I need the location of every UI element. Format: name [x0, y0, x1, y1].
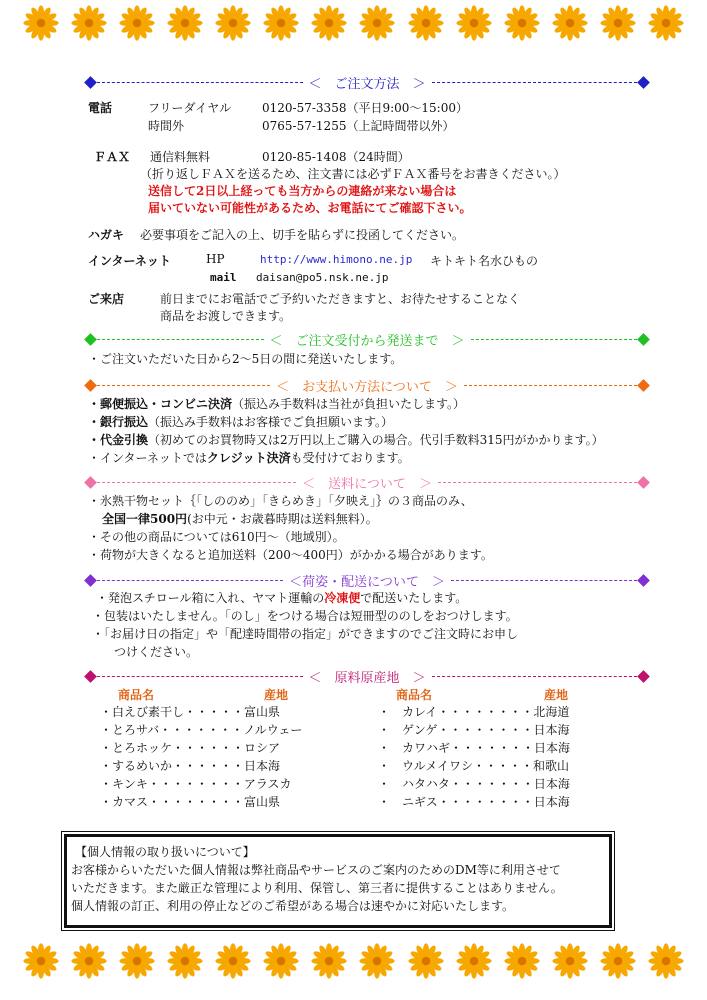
section-packaging-title: ＜荷姿・配送について ＞ [289, 574, 445, 590]
origin-product-name: ・キンキ・・・・・・・・ [100, 777, 244, 791]
origin-place: 日本海 [244, 759, 281, 773]
shipping-fee-line-1: ・氷熟干物セット｛「しののめ」「きらめき」「夕映え」｝の３商品のみ、 [88, 494, 473, 508]
flower-icon [118, 942, 156, 980]
privacy-line-1: お客様からいただいた個人情報は弊社商品やサービスのご案内のためのDM等に利用させて [71, 863, 561, 877]
flower-icon [214, 4, 252, 42]
flower-icon [455, 4, 493, 42]
flower-icon [551, 4, 589, 42]
origin-place: 日本海 [533, 795, 570, 809]
flower-icon [310, 4, 348, 42]
internet-label: インターネット [88, 254, 171, 268]
origin-row [100, 739, 302, 757]
origin-left-list [100, 703, 302, 811]
visit-text-2: 商品をお渡しできます。 [160, 309, 292, 323]
packaging-line-2: ・包装はいたしません。「のし」をつける場合は短冊型ののしをおつけします。 [92, 609, 518, 623]
free-dial-label: フリーダイヤル [148, 101, 232, 115]
flower-icon [407, 4, 445, 42]
flower-icon [599, 942, 637, 980]
packaging-line-4: つけください。 [114, 645, 199, 659]
flower-icon [118, 4, 156, 42]
diamond-icon [637, 379, 650, 392]
flower-icon [407, 942, 445, 980]
diamond-icon [637, 333, 650, 346]
origin-place: ノルウェー [243, 723, 303, 737]
privacy-line-3: 個人情報の訂正、利用の停止などのご希望がある場合は速やかに対応いたします。 [71, 899, 515, 913]
origin-product-name: ・ ハタハタ・・・・・・・ [378, 777, 534, 791]
diamond-icon [637, 476, 650, 489]
fax-fee: 通信料無料 [150, 150, 211, 164]
origin-row [100, 757, 302, 775]
after-hours-number: 0765-57-1255（上記時間帯以外） [262, 119, 455, 133]
flower-icon [455, 942, 493, 980]
origin-right-head-origin: 産地 [544, 688, 569, 702]
payment-line-4: ・インターネットではクレジット決済も受付けております。 [88, 451, 410, 465]
origin-row [378, 757, 570, 775]
origin-right-list [378, 703, 570, 811]
origin-place: 和歌山 [533, 759, 570, 773]
flower-icon [70, 942, 108, 980]
section-shipping-fee-header [86, 475, 648, 492]
payment-line-3: ・代金引換（初めてのお買物時又は2万円以上ご購入の場合。代引手数料315円がかかります。） [88, 433, 604, 447]
accept-line: ・ご注文いただいた日から2～5日の間に発送いたします。 [88, 352, 403, 366]
flower-icon [310, 942, 348, 980]
origin-row [378, 775, 570, 793]
flower-icon [166, 4, 204, 42]
flower-icon [22, 4, 60, 42]
section-shipping-fee-title: ＜ 送料について ＞ [302, 476, 432, 492]
origin-place: 日本海 [533, 723, 570, 737]
top-flower-border [0, 4, 707, 44]
origin-product-name: ・ カワハギ・・・・・・・ [378, 741, 535, 755]
origin-row [100, 775, 302, 793]
shipping-fee-line-3: ・その他の商品については610円～（地域別）。 [88, 530, 345, 544]
diamond-icon [84, 379, 97, 392]
shipping-fee-line-2: 全国一律500円(お中元・お歳暮時期は送料無料）。 [102, 512, 378, 526]
flower-icon [599, 4, 637, 42]
origin-row [100, 703, 302, 721]
diamond-icon [84, 670, 97, 683]
diamond-icon [84, 476, 97, 489]
origin-row [378, 739, 570, 757]
privacy-box [64, 834, 612, 928]
origin-row [378, 793, 570, 811]
diamond-icon [637, 76, 650, 89]
flower-icon [166, 942, 204, 980]
visit-text-1: 前日までにお電話でご予約いただきますと、お待たせすることなく [160, 292, 521, 306]
section-packaging-header [86, 573, 648, 590]
origin-row [100, 721, 302, 739]
origin-left-head-product: 商品名 [118, 688, 155, 702]
hp-site-name: キトキト名水ひもの [430, 254, 539, 268]
origin-product-name: ・白えび素干し・・・・・ [100, 705, 245, 719]
flower-icon [70, 4, 108, 42]
packaging-line-3: ・「お届け日の指定」や「配達時間帯の指定」ができますのでご注文時にお申し [92, 627, 519, 641]
mail-label: mail [210, 271, 237, 284]
origin-product-name: ・するめいか・・・・・・ [100, 759, 245, 773]
flower-icon [358, 4, 396, 42]
origin-product-name: ・ ニギス・・・・・・・・ [378, 795, 534, 809]
free-dial-number: 0120-57-3358（平日9:00～15:00） [262, 101, 468, 115]
fax-number: 0120-85-1408（24時間） [262, 150, 410, 164]
origin-row [378, 703, 570, 721]
section-order-header [86, 75, 648, 92]
flower-icon [647, 942, 685, 980]
flower-icon [22, 942, 60, 980]
flower-icon [262, 4, 300, 42]
origin-product-name: ・とろホッケ・・・・・・ [100, 741, 245, 755]
origin-place: 日本海 [533, 777, 570, 791]
origin-right-head-product: 商品名 [396, 688, 433, 702]
packaging-line-1: ・発泡スチロール箱に入れ、ヤマト運輸の冷凍便で配送いたします。 [96, 591, 468, 605]
visit-label: ご来店 [88, 292, 125, 306]
fax-warning-2: 届いていない可能性があるため、お電話にてご確認下さい。 [148, 201, 472, 215]
diamond-icon [84, 333, 97, 346]
origin-place: 北海道 [533, 705, 570, 719]
section-origin-header [86, 669, 648, 686]
after-hours-label: 時間外 [148, 119, 185, 133]
section-accept-title: ＜ ご注文受付から発送まで ＞ [269, 333, 465, 349]
origin-left-head-origin: 産地 [264, 688, 289, 702]
origin-product-name: ・とろサバ・・・・・・・ [100, 723, 244, 737]
postcard-text: 必要事項をご記入の上、切手を貼らずに投函してください。 [140, 228, 465, 242]
origin-place: ロシア [244, 741, 281, 755]
origin-product-name: ・ カレイ・・・・・・・・ [378, 705, 534, 719]
section-origin-title: ＜ 原料原産地 ＞ [308, 670, 426, 686]
payment-line-1: ・郵便振込・コンビニ決済（振込み手数料は当社が負担いたします。） [88, 397, 466, 411]
origin-place: 日本海 [534, 741, 571, 755]
section-payment-title: ＜ お支払い方法について ＞ [276, 379, 458, 395]
origin-row [100, 793, 302, 811]
payment-line-2: ・銀行振込（振込み手数料はお客様でご負担願います。） [88, 415, 394, 429]
hp-url-link[interactable]: http://www.himono.ne.jp [260, 253, 413, 266]
hp-label: HP [206, 252, 225, 266]
flower-icon [503, 942, 541, 980]
flower-icon [262, 942, 300, 980]
flower-icon [551, 942, 589, 980]
postcard-label: ハガキ [88, 228, 125, 242]
section-accept-header [86, 332, 648, 349]
bottom-flower-border [0, 942, 707, 982]
flower-icon [647, 4, 685, 42]
fax-label: ＦＡＸ [94, 150, 131, 164]
origin-place: アラスカ [243, 777, 292, 791]
privacy-line-2: いただきます。また厳正な管理により利用、保管し、第三者に提供することはありません。 [71, 881, 563, 895]
flower-icon [503, 4, 541, 42]
diamond-icon [637, 670, 650, 683]
fax-note: （折り返しＦＡＸを送るため、注文書には必ずＦＡＸ番号をお書きください。） [140, 167, 566, 181]
diamond-icon [84, 574, 97, 587]
mail-address[interactable]: daisan@po5.nsk.ne.jp [256, 271, 389, 284]
origin-place: 富山県 [244, 705, 281, 719]
origin-row [378, 721, 570, 739]
tel-label: 電話 [88, 101, 113, 115]
diamond-icon [84, 76, 97, 89]
fax-warning-1: 送信して2日以上経っても当方からの連絡が来ない場合は [148, 184, 457, 198]
privacy-title: 【個人情報の取り扱いについて】 [75, 845, 255, 859]
section-order-title: ＜ ご注文方法 ＞ [308, 76, 426, 92]
origin-product-name: ・ ゲンゲ・・・・・・・・ [378, 723, 534, 737]
flower-icon [214, 942, 252, 980]
origin-product-name: ・ ウルメイワシ・・・・・ [378, 759, 534, 773]
flower-icon [358, 942, 396, 980]
shipping-fee-line-4: ・荷物が大きくなると追加送料（200～400円）がかかる場合があります。 [88, 548, 493, 562]
origin-product-name: ・カマス・・・・・・・・ [100, 795, 245, 809]
origin-place: 富山県 [244, 795, 281, 809]
section-payment-header [86, 378, 648, 395]
diamond-icon [637, 574, 650, 587]
